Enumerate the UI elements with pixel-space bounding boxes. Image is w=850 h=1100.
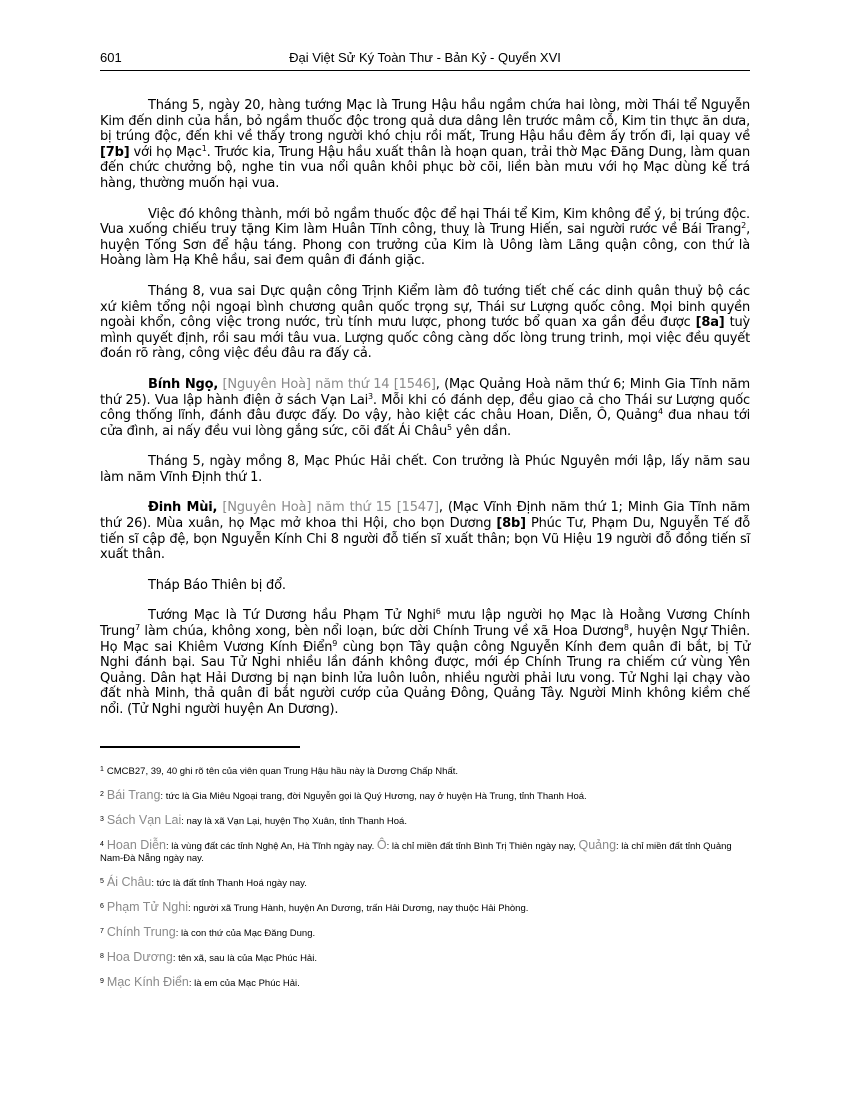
footnote-ref-4[interactable]: 4 [657, 407, 663, 417]
folio-ref-7b: [7b] [100, 144, 130, 160]
footnote-9: $^9$ Mạc Kính Điển: là em của Mạc Phúc Hải. [100, 975, 300, 989]
footnote-ref-1[interactable]: 1 [201, 143, 207, 153]
footnote-term: Ô [376, 838, 387, 852]
footnote-ref-6[interactable]: 6 [435, 607, 441, 617]
footnote-4: $^4$ Hoan Diễn: là vùng đất các tỉnh Nghệ An, Hà Tĩnh ngày nay. Ô: là chỉ miền đất tỉnh Bình Trị Thiên ngày nay, Quảng: là chỉ miền đất tỉnh Quảng Nam-Đà Nẵng ngày nay. [100, 838, 732, 864]
footnote-8: $^8$ Hoa Dương: tên xã, sau là của Mạc Phúc Hải. [100, 950, 317, 964]
footnote-ref-5[interactable]: 5 [447, 422, 452, 432]
running-title: Đại Việt Sử Ký Toàn Thư - Bản Kỷ - Quyển XVI [289, 50, 561, 65]
folio-ref-8a: [8a] [695, 315, 725, 331]
era-note: [Nguyên Hoà] năm thứ 15 [1547] [217, 500, 439, 516]
paragraph-2: Việc đó không thành, mới bỏ ngầm thuốc độc để hại Thái tể Kim, Kim không để ý, bị trúng độc. Vua xuống chiếu truy tặng Kim làm Huân Tĩnh công, thuỵ là Trung Hiến, sai người rước về Bái Trang$^2$, huyện Tống Sơn để hậu táng. Phong con trưởng của Kim là Uông làm Lãng quận công, con thứ là Hoàng làm Hạ Khê hầu, sai đem quân đi đánh giặc. [100, 206, 750, 269]
footnote-7: $^7$ Chính Trung: là con thứ của Mạc Đăng Dung. [100, 925, 316, 939]
main-text [100, 98, 750, 733]
footnote-term: Phạm Tử Nghi [106, 900, 188, 914]
page-number: 601 [100, 50, 122, 65]
footnotes [100, 764, 750, 1001]
page-header [100, 50, 750, 71]
footnote-term: Chính Trung [106, 925, 176, 939]
paragraph-1: Tháng 5, ngày 20, hàng tướng Mạc là Trung Hậu hầu ngầm chứa hai lòng, mời Thái tể Nguyễn Kim đến dinh của hắn, bỏ ngầm thuốc độc trong quả dưa dâng lên trước mâm cỗ, Kim tin thực ăn dưa, bị trúng độc, đến khi về thấy trong người khó chịu rồi mất, Trung Hậu hầu đêm ấy trốn đi, lại quay về [7b] với họ Mạc$^1$. Trước kia, Trung Hậu hầu xuất thân là hoạn quan, trải thờ Mạc Đăng Dung, làm quan đến chức chưởng bộ, nghe tin vua nổi quân khôi phục bờ cõi, liền bàn mưu với họ Mạc dùng kế trá hàng, thường muốn hại vua. [100, 98, 750, 191]
year-heading: Bính Ngọ, [148, 376, 219, 392]
paragraph-3: Tháng 8, vua sai Dực quận công Trịnh Kiểm làm đô tướng tiết chế các dinh quân thuỷ bộ các xứ kiêm tổng nội ngoại bình chương quân quốc trọng sự, Thái sư Lượng quốc công. Mọi binh quyền ngoài khổn, công việc trong nước, trù tính mưu lược, phong tước bổ quan xa gần đều được [8a] tuỳ mình quyết định, rồi sau mới tâu vua. Lượng quốc công càng dốc lòng trung trinh, mọi việc đều quyết đoán rõ ràng, công việc đều đâu ra đấy cả. [100, 283, 750, 362]
paragraph-5: Tháng 5, ngày mồng 8, Mạc Phúc Hải chết. Con trưởng là Phúc Nguyên mới lập, lấy năm sau làm năm Vĩnh Định thứ 1. [100, 454, 750, 485]
paragraph-7: Tháp Báo Thiên bị đổ. [148, 577, 286, 593]
footnote-ref-9[interactable]: 9 [332, 638, 338, 648]
footnote-term: Quảng [578, 838, 617, 852]
footnote-term: Hoan Diễn [106, 838, 166, 852]
paragraph-4: Bính Ngọ, [Nguyên Hoà] năm thứ 14 [1546], (Mạc Quảng Hoà năm thứ 6; Minh Gia Tĩnh năm thứ 25). Vua lập hành điện ở sách Vạn Lai$^3$. Mỗi khi có đánh dẹp, đều giao cả cho Thái sư Lượng quốc công thống lĩnh, đánh đâu được đấy. Do vậy, hào kiệt các châu Hoan, Diễn, Ô, Quảng$^4$ đua nhau tới cửa đình, ai nấy đều vui lòng gắng sức, cõi đất Ái Châu$^5$ yên dần. [100, 376, 751, 439]
footnote-ref-2[interactable]: 2 [741, 221, 747, 231]
year-heading: Đinh Mùi, [148, 500, 218, 516]
footnote-ref-7[interactable]: 7 [135, 623, 140, 633]
folio-ref-8b: [8b] [496, 516, 526, 532]
paragraph-8: Tướng Mạc là Tứ Dương hầu Phạm Tử Nghi$^6$ mưu lập người họ Mạc là Hoằng Vương Chính Trung$^7$ làm chúa, không xong, bèn nổi loạn, bức dời Chính Trung về xã Hoa Dương$^8$, huyện Ngự Thiên. Họ Mạc sai Khiêm Vương Kính Điển$^9$ cùng bọn Tây quận công Nguyễn Kính đem quân đi bắt, bị Tử Nghi đánh bại. Sau Tử Nghi nhiều lần đánh không được, mới ép Chính Trung ra chiếm cứ vùng Yên Quảng. Dân hạt Hải Dương bị nạn binh lửa luôn luôn, nhiều người phải lưu vong. Tử Nghi lại chạy vào đất nhà Minh, thả quân đi bắt người cướp của Quảng Đông, Quảng Tây. Người Minh không kiềm chế nổi. (Tử Nghi người huyện An Dương). [100, 607, 751, 717]
footnote-term: Sách Vạn Lai [106, 813, 182, 827]
era-note: [Nguyên Hoà] năm thứ 14 [1546] [218, 376, 436, 392]
footnote-1: $^1$ CMCB27, 39, 40 ghi rõ tên của viên quan Trung Hậu hầu này là Dương Chấp Nhất. [100, 766, 459, 777]
footnote-divider [100, 746, 300, 748]
footnote-3: $^3$ Sách Vạn Lai: nay là xã Vạn Lại, huyện Thọ Xuân, tỉnh Thanh Hoá. [100, 813, 407, 827]
paragraph-6: Đinh Mùi, [Nguyên Hoà] năm thứ 15 [1547], (Mạc Vĩnh Định năm thứ 1; Minh Gia Tĩnh năm thứ 26). Mùa xuân, họ Mạc mở khoa thi Hội, cho bọn Dương [8b] Phúc Tư, Phạm Du, Nguyễn Tế đỗ tiến sĩ cập đệ, bọn Nguyễn Kính Chi 8 người đỗ tiến sĩ xuất thân; bọn Vũ Hiệu 19 người đỗ đồng tiến sĩ xuất thân. [100, 500, 751, 563]
footnote-term: Bái Trang [106, 788, 161, 802]
footnote-term: Hoa Dương [106, 950, 173, 964]
footnote-6: $^6$ Phạm Tử Nghi: người xã Trung Hành, huyện An Dương, trấn Hải Dương, nay thuộc Hải Phòng. [100, 900, 529, 914]
footnote-ref-3[interactable]: 3 [368, 391, 373, 401]
footnote-term: Mạc Kính Điển [106, 975, 189, 989]
footnote-5: $^5$ Ái Châu: tức là đất tỉnh Thanh Hoá ngày nay. [100, 875, 307, 889]
footnote-ref-8[interactable]: 8 [623, 623, 629, 633]
footnote-2: $^2$ Bái Trang: tức là Gia Miêu Ngoại trang, đời Nguyễn gọi là Quý Hương, nay ở huyện Hà Trung, tỉnh Thanh Hoá. [100, 788, 587, 802]
footnote-term: Ái Châu [106, 875, 152, 889]
